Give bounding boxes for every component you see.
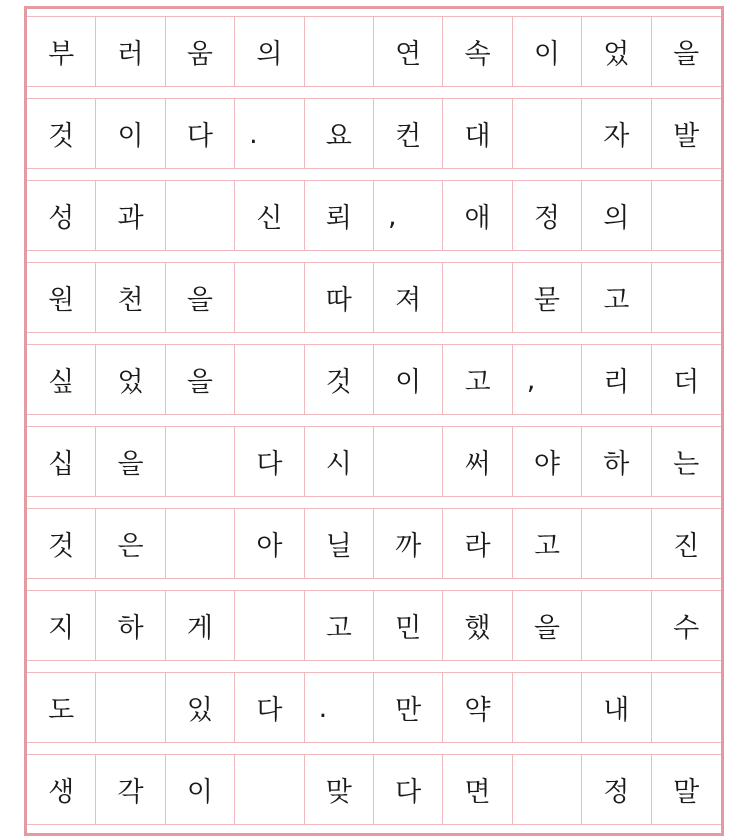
manuscript-cell: 내 xyxy=(582,673,651,742)
manuscript-cell: 시 xyxy=(305,427,374,496)
manuscript-cell: 져 xyxy=(374,263,443,332)
manuscript-row xyxy=(27,344,721,415)
manuscript-cell xyxy=(374,427,443,496)
manuscript-cell xyxy=(235,591,304,660)
manuscript-cell xyxy=(513,99,582,168)
manuscript-cell: 수 xyxy=(673,613,700,644)
manuscript-cell: 말 xyxy=(673,777,700,808)
manuscript-sheet xyxy=(24,6,724,836)
manuscript-cell: 것 xyxy=(305,345,374,414)
manuscript-cell: 민 xyxy=(374,591,443,660)
manuscript-cell: 정 xyxy=(582,755,651,824)
manuscript-row xyxy=(27,590,721,661)
manuscript-cell: 이 xyxy=(96,99,165,168)
manuscript-cell: 하 xyxy=(582,427,651,496)
manuscript-cell: 과 xyxy=(96,181,165,250)
manuscript-cell xyxy=(652,673,721,742)
manuscript-cell xyxy=(166,509,235,578)
manuscript-cell: 게 xyxy=(166,591,235,660)
manuscript-row xyxy=(27,508,721,579)
manuscript-cell xyxy=(652,181,721,250)
manuscript-cell xyxy=(582,591,651,660)
manuscript-cell: 면 xyxy=(443,755,512,824)
manuscript-cell xyxy=(305,17,374,86)
manuscript-cell: 을 xyxy=(96,427,165,496)
manuscript-cell: 고 xyxy=(582,263,651,332)
manuscript-cell: 라 xyxy=(443,509,512,578)
manuscript-cell: 러 xyxy=(96,17,165,86)
manuscript-cell: 이 xyxy=(513,17,582,86)
manuscript-cell: 천 xyxy=(96,263,165,332)
manuscript-cell: 요 xyxy=(305,99,374,168)
manuscript-row xyxy=(27,672,721,743)
manuscript-cell: 은 xyxy=(96,509,165,578)
manuscript-cell: , xyxy=(513,345,582,414)
manuscript-row xyxy=(27,262,721,333)
manuscript-cell: 성 xyxy=(27,181,96,250)
manuscript-cell: 발 xyxy=(673,121,700,152)
manuscript-cell: 야 xyxy=(513,427,582,496)
manuscript-cell: 다 xyxy=(235,673,304,742)
manuscript-cell xyxy=(235,345,304,414)
manuscript-cell: 었 xyxy=(582,17,651,86)
manuscript-cell: 신 xyxy=(235,181,304,250)
manuscript-cell: 것 xyxy=(27,509,96,578)
manuscript-cell: , xyxy=(374,181,443,250)
manuscript-cell xyxy=(166,427,235,496)
manuscript-cell xyxy=(513,755,582,824)
manuscript-cell: 대 xyxy=(443,99,512,168)
manuscript-cell: 각 xyxy=(96,755,165,824)
manuscript-row xyxy=(27,180,721,251)
manuscript-cell: 는 xyxy=(673,449,700,480)
manuscript-cell: 닐 xyxy=(305,509,374,578)
manuscript-cell xyxy=(652,263,721,332)
manuscript-cell: 맞 xyxy=(305,755,374,824)
manuscript-cell: 아 xyxy=(235,509,304,578)
manuscript-cell: 만 xyxy=(374,673,443,742)
manuscript-cell: 다 xyxy=(235,427,304,496)
manuscript-cell: 부 xyxy=(27,17,96,86)
manuscript-cell: 고 xyxy=(443,345,512,414)
manuscript-cell: 정 xyxy=(513,181,582,250)
manuscript-cell: 까 xyxy=(374,509,443,578)
manuscript-cell xyxy=(582,509,651,578)
manuscript-cell: 있 xyxy=(166,673,235,742)
manuscript-cell: 을 xyxy=(166,263,235,332)
manuscript-cell xyxy=(513,673,582,742)
manuscript-cell xyxy=(235,755,304,824)
manuscript-cell: 리 xyxy=(582,345,651,414)
manuscript-cell: 써 xyxy=(443,427,512,496)
manuscript-cell: 싶 xyxy=(27,345,96,414)
manuscript-cell: 지 xyxy=(27,591,96,660)
manuscript-cell: 자 xyxy=(582,99,651,168)
manuscript-cell: 의 xyxy=(235,17,304,86)
manuscript-cell: 묻 xyxy=(513,263,582,332)
manuscript-cell: 약 xyxy=(443,673,512,742)
manuscript-cell: 을 xyxy=(513,591,582,660)
manuscript-cell: 더 xyxy=(673,367,700,398)
manuscript-cell: 다 xyxy=(374,755,443,824)
manuscript-cell: 애 xyxy=(443,181,512,250)
manuscript-cell: 것 xyxy=(27,99,96,168)
manuscript-cell xyxy=(235,263,304,332)
manuscript-cell: . xyxy=(235,99,304,168)
manuscript-cell xyxy=(96,673,165,742)
manuscript-cell: 다 xyxy=(166,99,235,168)
manuscript-cell: . xyxy=(305,673,374,742)
manuscript-cell: 었 xyxy=(96,345,165,414)
manuscript-cell: 뢰 xyxy=(305,181,374,250)
manuscript-cell: 하 xyxy=(96,591,165,660)
manuscript-cell: 진 xyxy=(673,531,700,562)
manuscript-row xyxy=(27,754,721,825)
manuscript-cell: 했 xyxy=(443,591,512,660)
manuscript-cell: 생 xyxy=(27,755,96,824)
manuscript-cell: 도 xyxy=(27,673,96,742)
manuscript-cell: 속 xyxy=(443,17,512,86)
manuscript-row xyxy=(27,98,721,169)
manuscript-cell xyxy=(443,263,512,332)
manuscript-cell: 움 xyxy=(166,17,235,86)
manuscript-row xyxy=(27,16,721,87)
manuscript-cell xyxy=(166,181,235,250)
manuscript-cell: 원 xyxy=(27,263,96,332)
manuscript-cell: 이 xyxy=(374,345,443,414)
manuscript-cell: 따 xyxy=(305,263,374,332)
manuscript-cell: 의 xyxy=(582,181,651,250)
manuscript-cell: 을 xyxy=(166,345,235,414)
manuscript-cell: 연 xyxy=(374,17,443,86)
manuscript-cell: 을 xyxy=(673,39,700,70)
manuscript-cell: 고 xyxy=(305,591,374,660)
manuscript-cell: 고 xyxy=(513,509,582,578)
manuscript-row xyxy=(27,426,721,497)
manuscript-cell: 컨 xyxy=(374,99,443,168)
manuscript-cell: 이 xyxy=(166,755,235,824)
manuscript-cell: 십 xyxy=(27,427,96,496)
